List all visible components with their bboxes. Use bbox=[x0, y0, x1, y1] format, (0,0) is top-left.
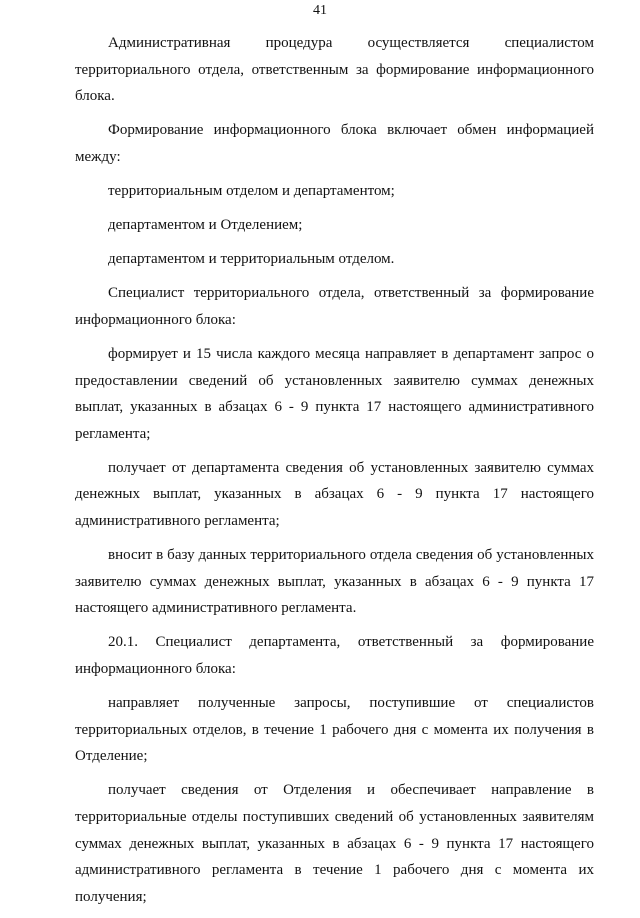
list-item-department-office: департаментом и Отделением; bbox=[108, 217, 303, 234]
list-item-department-territorial: департаментом и территориальным отделом. bbox=[108, 251, 395, 268]
paragraph-receives-from-office: получает сведения от Отделения и обеспечивает направление в территориальные отделы поступивших сведений об установленных заявителям суммах денежных выплат, указанных в абзацах 6 - 9 пункта 17 настоящего административного регламента в течение 1 рабочего дня с момента их получения; bbox=[75, 782, 594, 905]
paragraph-territorial-specialist: Специалист территориального отдела, ответственный за формирование информационного блока: bbox=[75, 285, 594, 328]
paragraph-section-20-1: 20.1. Специалист департамента, ответственный за формирование информационного блока: bbox=[75, 634, 594, 677]
paragraph-enters-database: вносит в базу данных территориального отдела сведения об установленных заявителю суммах денежных выплат, указанных в абзацах 6 - 9 пункта 17 настоящего административного регламента. bbox=[75, 547, 594, 617]
paragraph-info-exchange: Формирование информационного блока включает обмен информацией между: bbox=[75, 122, 594, 165]
paragraph-forms-request: формирует и 15 числа каждого месяца направляет в департамент запрос о предоставлении сведений об установленных заявителю суммах денежных выплат, указанных в абзацах 6 - 9 пункта 17 настоящего административного регламента; bbox=[75, 345, 594, 442]
document-body bbox=[75, 30, 594, 918]
page-number: 41 bbox=[313, 3, 327, 18]
list-item-territorial-department: территориальным отделом и департаментом; bbox=[108, 182, 395, 199]
paragraph-sends-requests: направляет полученные запросы, поступившие от специалистов территориальных отделов, в течение 1 рабочего дня с момента их получения в Отделение; bbox=[75, 695, 594, 765]
paragraph-receives-info: получает от департамента сведения об установленных заявителю суммах денежных выплат, указанных в абзацах 6 - 9 пункта 17 настоящего административного регламента; bbox=[75, 459, 594, 529]
paragraph-procedure-intro: Административная процедура осуществляется специалистом территориального отдела, ответственным за формирование информационного блока. bbox=[75, 35, 594, 105]
